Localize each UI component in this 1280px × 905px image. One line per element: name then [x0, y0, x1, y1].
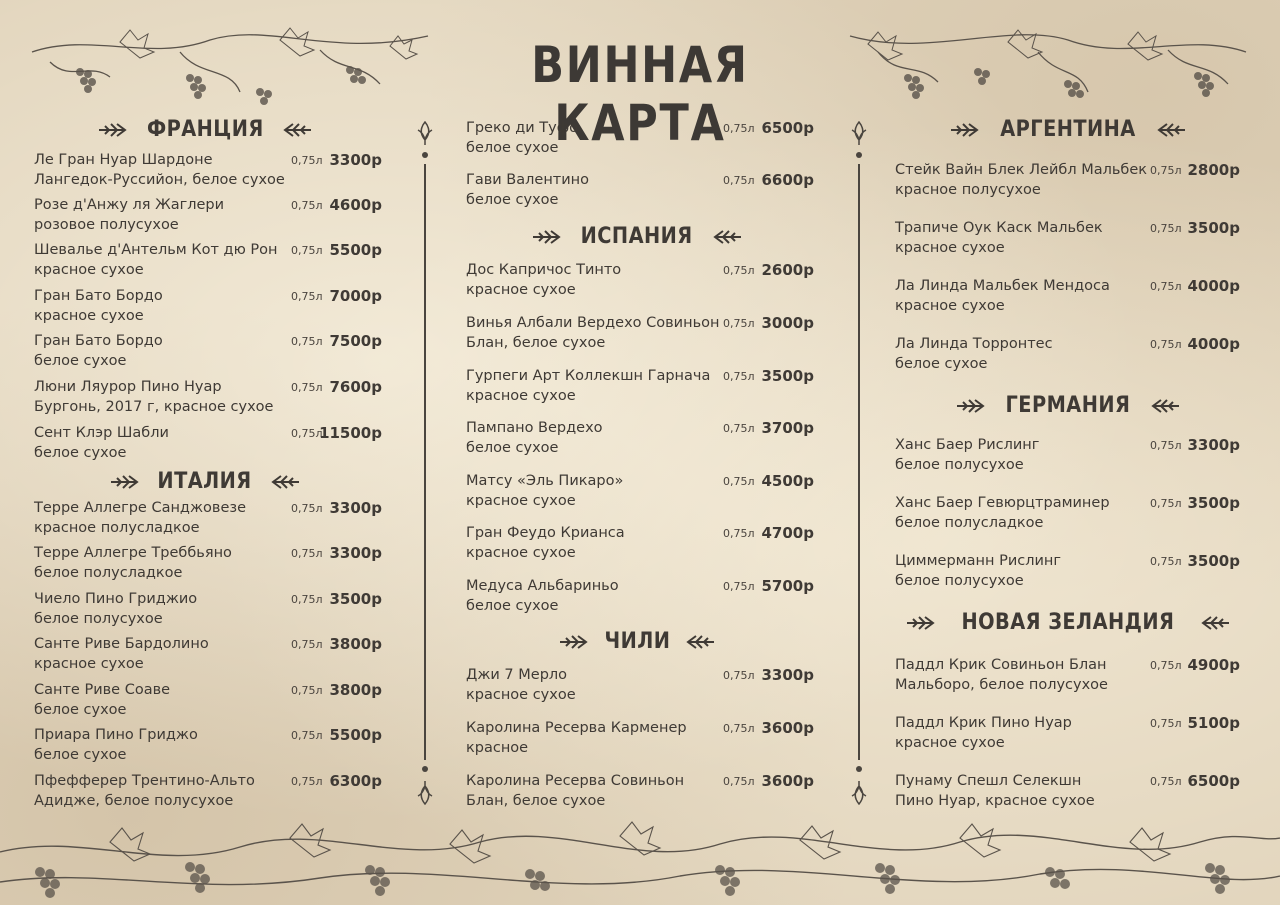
divider-dot	[422, 152, 428, 158]
wine-price: 5500р	[329, 726, 382, 744]
wine-description: белое сухое	[34, 353, 127, 369]
arrow-flourish-left-icon	[905, 615, 935, 631]
wine-volume: 0,75л	[723, 422, 755, 435]
wine-description: красное полусухое	[895, 182, 1041, 198]
wine-price: 3500р	[1187, 219, 1240, 237]
wine-price: 4500р	[761, 472, 814, 490]
wine-name: Санте Риве Соаве	[34, 682, 171, 698]
wine-name: Санте Риве Бардолино	[34, 636, 209, 652]
grape-vine-top-right-icon	[848, 22, 1248, 112]
wine-description: красное сухое	[466, 687, 576, 703]
wine-item	[34, 150, 285, 190]
wine-description: Блан, белое сухое	[466, 793, 606, 809]
arrow-flourish-left-icon	[955, 398, 985, 414]
wine-volume: 0,75л	[723, 122, 755, 135]
wine-name: Каролина Ресерва Карменер	[466, 720, 687, 736]
wine-price: 3500р	[1187, 494, 1240, 512]
wine-price: 3700р	[761, 419, 814, 437]
wine-item	[34, 589, 197, 629]
wine-volume: 0,75л	[1150, 338, 1182, 351]
wine-name: Паддл Крик Пино Нуар	[895, 715, 1072, 731]
wine-volume: 0,75л	[291, 244, 323, 257]
section-title: АРГЕНТИНА	[1000, 117, 1136, 142]
wine-name: Сент Клэр Шабли	[34, 425, 169, 441]
wine-item	[466, 718, 687, 758]
wine-volume: 0,75л	[291, 729, 323, 742]
wine-name: Гави Валентино	[466, 172, 590, 188]
wine-volume: 0,75л	[291, 154, 323, 167]
arrow-flourish-right-icon	[283, 122, 313, 138]
menu-title: ВИННАЯ КАРТА	[531, 36, 749, 152]
wine-name: Дос Капричос Тинто	[466, 262, 622, 278]
wine-item	[895, 771, 1095, 811]
wine-name: Ла Линда Торронтес	[895, 336, 1053, 352]
grape-vine-bottom-icon	[0, 812, 1280, 905]
wine-item	[895, 276, 1110, 316]
wine-description: белое сухое	[466, 598, 559, 614]
wine-price: 3800р	[329, 681, 382, 699]
arrow-flourish-right-icon	[1151, 398, 1181, 414]
wine-name: Гурпеги Арт Коллекшн Гарнача	[466, 368, 711, 384]
wine-volume: 0,75л	[723, 775, 755, 788]
wine-volume: 0,75л	[723, 669, 755, 682]
wine-item	[34, 240, 278, 280]
wine-volume: 0,75л	[1150, 439, 1182, 452]
wine-volume: 0,75л	[291, 335, 323, 348]
wine-volume: 0,75л	[723, 527, 755, 540]
arrow-flourish-right-icon	[1201, 615, 1231, 631]
wine-name: Греко ди Туфо	[466, 120, 578, 136]
wine-description: белое сухое	[466, 140, 559, 156]
wine-volume: 0,75л	[723, 370, 755, 383]
wine-item	[34, 195, 224, 235]
wine-description: белое сухое	[34, 747, 127, 763]
wine-item	[895, 713, 1072, 753]
wine-volume: 0,75л	[723, 264, 755, 277]
wine-description: красное сухое	[895, 298, 1005, 314]
wine-price: 3300р	[329, 151, 382, 169]
section-title: ЧИЛИ	[604, 629, 670, 654]
section-header-france	[30, 117, 380, 142]
section-title: НОВАЯ ЗЕЛАНДИЯ	[961, 610, 1175, 635]
wine-name: Винья Албали Вердехо Совиньон	[466, 315, 720, 331]
wine-item	[34, 771, 255, 811]
section-title: ГЕРМАНИЯ	[1005, 393, 1131, 418]
wine-description: красное сухое	[34, 308, 144, 324]
wine-volume: 0,75л	[291, 502, 323, 515]
wine-description: красное полусладкое	[34, 520, 200, 536]
wine-item	[895, 160, 1147, 200]
wine-volume: 0,75л	[291, 199, 323, 212]
wine-description: красное сухое	[466, 493, 576, 509]
wine-price: 7000р	[329, 287, 382, 305]
wine-item	[34, 634, 209, 674]
wine-item	[34, 423, 169, 463]
arrow-flourish-right-icon	[713, 229, 743, 245]
wine-item	[895, 334, 1053, 374]
wine-name: Приара Пино Гриджо	[34, 727, 198, 743]
wine-item	[34, 680, 170, 720]
arrow-flourish-left-icon	[109, 474, 139, 490]
divider-dot	[856, 152, 862, 158]
wine-name: Циммерманн Рислинг	[895, 553, 1062, 569]
section-title: ФРАНЦИЯ	[146, 117, 264, 142]
wine-description: белое сухое	[34, 445, 127, 461]
arrow-flourish-right-icon	[1157, 122, 1187, 138]
wine-item	[34, 286, 163, 326]
arrow-flourish-right-icon	[686, 634, 716, 650]
wine-description: красное сухое	[466, 545, 576, 561]
wine-name: Гран Феудо Крианса	[466, 525, 625, 541]
wine-volume: 0,75л	[1150, 280, 1182, 293]
arrow-flourish-left-icon	[531, 229, 561, 245]
wine-description: красное сухое	[34, 656, 144, 672]
wine-price: 2600р	[761, 261, 814, 279]
wine-price: 3300р	[761, 666, 814, 684]
arrow-flourish-left-icon	[97, 122, 127, 138]
wine-price: 6500р	[1187, 772, 1240, 790]
wine-price: 3600р	[761, 772, 814, 790]
section-header-chile	[462, 629, 812, 654]
wine-item	[466, 118, 578, 158]
wine-name: Люни Ляурор Пино Нуар	[34, 379, 222, 395]
wine-price: 6300р	[329, 772, 382, 790]
wine-price: 4900р	[1187, 656, 1240, 674]
wine-name: Гран Бато Бордо	[34, 333, 163, 349]
wine-description: белое полусухое	[895, 573, 1024, 589]
wine-item	[466, 471, 623, 511]
wine-price: 3000р	[761, 314, 814, 332]
wine-name: Каролина Ресерва Совиньон	[466, 773, 685, 789]
wine-name: Ле Гран Нуар Шардоне	[34, 152, 213, 168]
section-header-italy	[30, 469, 380, 494]
section-header-argentina	[893, 117, 1243, 142]
wine-item	[466, 523, 625, 563]
wine-name: Розе д'Анжу ля Жаглери	[34, 197, 225, 213]
wine-volume: 0,75л	[291, 593, 323, 606]
arrow-flourish-left-icon	[558, 634, 588, 650]
wine-volume: 0,75л	[291, 684, 323, 697]
wine-item	[895, 493, 1110, 533]
wine-description: Адидже, белое полусухое	[34, 793, 234, 809]
wine-name: Паддл Крик Совиньон Блан	[895, 657, 1107, 673]
wine-item	[466, 771, 684, 811]
wine-price: 4000р	[1187, 277, 1240, 295]
wine-volume: 0,75л	[723, 317, 755, 330]
wine-price: 4700р	[761, 524, 814, 542]
wine-description: белое сухое	[466, 192, 559, 208]
wine-price: 3500р	[329, 590, 382, 608]
divider-dot	[856, 766, 862, 772]
wine-price: 4000р	[1187, 335, 1240, 353]
wine-volume: 0,75л	[1150, 659, 1182, 672]
wine-volume: 0,75л	[1150, 164, 1182, 177]
wine-description: Пино Нуар, красное сухое	[895, 793, 1095, 809]
wine-volume: 0,75л	[1150, 717, 1182, 730]
wine-price: 6600р	[761, 171, 814, 189]
wine-volume: 0,75л	[1150, 497, 1182, 510]
wine-volume: 0,75л	[723, 174, 755, 187]
wine-item	[895, 551, 1061, 591]
wine-description: Блан, белое сухое	[466, 335, 606, 351]
wine-description: белое сухое	[895, 356, 988, 372]
section-header-spain	[462, 224, 812, 249]
wine-description: белое полусладкое	[895, 515, 1044, 531]
wine-description: красное	[466, 740, 529, 756]
wine-description: красное сухое	[34, 262, 144, 278]
wine-price: 5700р	[761, 577, 814, 595]
wine-description: белое полусладкое	[34, 565, 183, 581]
wine-item	[466, 313, 719, 353]
wine-price: 7600р	[329, 378, 382, 396]
fleur-divider-top-left-icon	[416, 120, 434, 146]
section-title: ИТАЛИЯ	[157, 469, 253, 494]
grape-vine-top-left-icon	[30, 22, 430, 112]
wine-item	[895, 655, 1108, 695]
wine-volume: 0,75л	[1150, 775, 1182, 788]
wine-description: Бургонь, 2017 г, красное сухое	[34, 399, 274, 415]
arrow-flourish-left-icon	[949, 122, 979, 138]
wine-volume: 0,75л	[291, 638, 323, 651]
wine-price: 3300р	[1187, 436, 1240, 454]
wine-price: 2800р	[1187, 161, 1240, 179]
wine-description: белое сухое	[34, 702, 127, 718]
wine-item	[466, 366, 710, 406]
wine-name: Пунаму Спешл Селекшн	[895, 773, 1082, 789]
fleur-divider-bottom-right-icon	[850, 780, 868, 806]
wine-description: белое сухое	[466, 440, 559, 456]
wine-item	[466, 576, 619, 616]
wine-volume: 0,75л	[291, 427, 323, 440]
wine-item	[34, 725, 198, 765]
divider-dot	[422, 766, 428, 772]
wine-description: красное сухое	[895, 240, 1005, 256]
wine-price: 11500р	[319, 424, 382, 442]
wine-item	[34, 331, 163, 371]
wine-description: Лангедок-Руссийон, белое сухое	[34, 172, 285, 188]
wine-name: Ханс Баер Рислинг	[895, 437, 1040, 453]
wine-name: Терре Аллегре Санджовезе	[34, 500, 246, 516]
fleur-divider-top-right-icon	[850, 120, 868, 146]
column-divider-left	[424, 164, 426, 760]
wine-name: Пампано Вердехо	[466, 420, 603, 436]
wine-volume: 0,75л	[1150, 222, 1182, 235]
wine-price: 3300р	[329, 544, 382, 562]
column-divider-right	[858, 164, 860, 760]
wine-name: Матсу «Эль Пикаро»	[466, 473, 624, 489]
wine-item	[34, 498, 246, 538]
wine-description: Мальборо, белое полусухое	[895, 677, 1108, 693]
wine-name: Стейк Вайн Блек Лейбл Мальбек	[895, 162, 1148, 178]
wine-volume: 0,75л	[723, 475, 755, 488]
fleur-divider-bottom-left-icon	[416, 780, 434, 806]
section-title: ИСПАНИЯ	[580, 224, 693, 249]
wine-item	[466, 418, 603, 458]
arrow-flourish-right-icon	[271, 474, 301, 490]
wine-name: Шевалье д'Антельм Кот дю Рон	[34, 242, 278, 258]
wine-price: 4600р	[329, 196, 382, 214]
wine-volume: 0,75л	[291, 290, 323, 303]
wine-name: Медуса Альбариньо	[466, 578, 619, 594]
wine-description: белое полусухое	[34, 611, 163, 627]
wine-price: 3300р	[329, 499, 382, 517]
wine-name: Чиело Пино Гриджио	[34, 591, 198, 607]
wine-price: 3500р	[761, 367, 814, 385]
wine-item	[895, 218, 1103, 258]
wine-volume: 0,75л	[291, 547, 323, 560]
wine-description: красное сухое	[466, 282, 576, 298]
wine-name: Пфефферер Трентино-Альто	[34, 773, 255, 789]
section-header-new-zealand	[893, 610, 1243, 635]
wine-item	[466, 665, 576, 705]
wine-price: 3600р	[761, 719, 814, 737]
wine-description: красное сухое	[895, 735, 1005, 751]
wine-name: Ла Линда Мальбек Мендоса	[895, 278, 1110, 294]
wine-item	[466, 260, 621, 300]
wine-price: 7500р	[329, 332, 382, 350]
wine-item	[34, 543, 232, 583]
wine-price: 3800р	[329, 635, 382, 653]
wine-description: розовое полусухое	[34, 217, 179, 233]
wine-price: 5100р	[1187, 714, 1240, 732]
wine-name: Ханс Баер Гевюрцтраминер	[895, 495, 1110, 511]
wine-volume: 0,75л	[291, 381, 323, 394]
wine-item	[895, 435, 1039, 475]
wine-description: белое полусухое	[895, 457, 1024, 473]
wine-price: 5500р	[329, 241, 382, 259]
wine-name: Терре Аллегре Треббьяно	[34, 545, 232, 561]
wine-description: красное сухое	[466, 388, 576, 404]
wine-volume: 0,75л	[723, 722, 755, 735]
wine-price: 3500р	[1187, 552, 1240, 570]
wine-volume: 0,75л	[291, 775, 323, 788]
wine-name: Джи 7 Мерло	[466, 667, 568, 683]
wine-item	[34, 377, 273, 417]
wine-name: Гран Бато Бордо	[34, 288, 163, 304]
section-header-germany	[893, 393, 1243, 418]
wine-price: 6500р	[761, 119, 814, 137]
wine-volume: 0,75л	[723, 580, 755, 593]
wine-name: Трапиче Оук Каск Мальбек	[895, 220, 1103, 236]
wine-item	[466, 170, 589, 210]
wine-volume: 0,75л	[1150, 555, 1182, 568]
